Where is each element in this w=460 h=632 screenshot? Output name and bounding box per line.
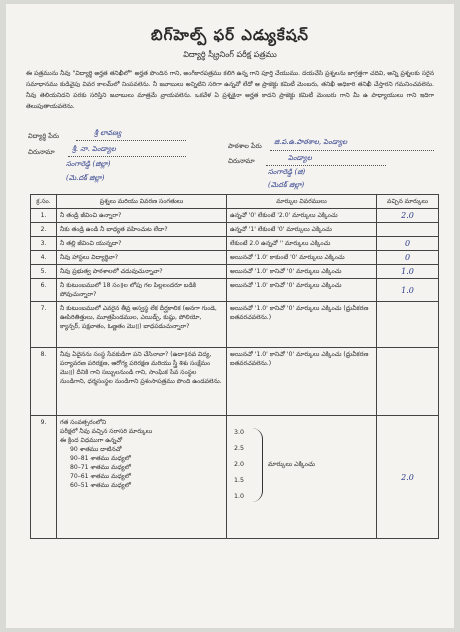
col-header-answer: మార్కుల వివరములు [227, 195, 377, 209]
student-address-label: చిరునామా [28, 148, 55, 156]
table-row [31, 251, 439, 265]
grade-line: 80–71 శాతము మధ్యలో [70, 464, 131, 471]
school-address-value-3[interactable]: (మెదక్ జిల్లా) [268, 181, 305, 189]
row-answer-rule: అయినచో '1.0' కానిచో '0' మార్కులు ఎక్కించు [227, 265, 377, 279]
col-header-sno: క్ర.సం. [31, 195, 57, 209]
row-number: 1. [31, 209, 57, 223]
row-number: 3. [31, 237, 57, 251]
row-answer-rule: ఉన్నచో '1' లేకుంటే '0' మార్కులు ఎక్కించు [227, 223, 377, 237]
row-question: నీ తల్లి జీవించి యున్నదా? [57, 237, 227, 251]
row-number: 2. [31, 223, 57, 237]
student-address-value-2[interactable]: సంగారెడ్డి (జిల్లా) [66, 160, 111, 168]
row-answer-rule: అయినచో '1.0' కాకుంటే '0' మార్కులు ఎక్కించు [227, 251, 377, 265]
col-header-marks: వచ్చిన మార్కులు [377, 195, 439, 209]
table-row [31, 279, 439, 302]
student-name-label: విద్యార్థి పేరు [28, 132, 60, 140]
table-row [31, 223, 439, 237]
table-row [31, 416, 439, 539]
row-question: నీ కుటుంబములో 18 సం॥ల లోపు గల పిల్లలందరూ బడికి పోవుచున్నారా? [57, 279, 227, 302]
row-answer-rule: లేకుంటే 2.0 ఉన్నచో '' మార్కులు ఎక్కించు [227, 237, 377, 251]
school-address-value-2[interactable]: సంగారెడ్డి (జి) [268, 168, 306, 176]
table-row [31, 209, 439, 223]
grade-line: గత సంవత్సరంలోని [60, 419, 107, 426]
form-subtitle: విద్యార్థి స్క్రీనింగ్ పరీక్ష పత్రము [183, 50, 277, 59]
row-marks[interactable]: 2.0 [377, 416, 439, 539]
questions-table [30, 194, 439, 539]
scale-label: మార్కులు ఎక్కించు [268, 461, 315, 468]
screening-form-page [6, 4, 454, 628]
row-question: నీవు హాస్టలు విద్యార్థివా? [57, 251, 227, 265]
school-address-line [266, 165, 386, 166]
school-address-value-1[interactable]: పెండ్యాల [288, 154, 312, 162]
scale-value: 2.0 [234, 461, 245, 468]
row-answer-rule: అయినచో '1.0' కానిచో '0' మార్కులు ఎక్కించు [227, 279, 377, 302]
grade-line: 90–81 శాతము మధ్యలో [70, 455, 131, 462]
row-question: నీ కుటుంబములో ఎవరైన తీవ్ర అస్వస్థ లేక దీర్ఘకాలిక (అనగా గుండె, ఊపిరితిత్తులు, మూత్రపిండముల, ఎయిడ్స్, కుష్ఠు, పోలియో, క్యాన్సర్, పక్షవాతం, ఓణ్ణతం మొ॥) బాధపడుచున్నారా? [57, 302, 227, 348]
school-name-line [270, 150, 434, 151]
scale-value: 1.0 [234, 493, 245, 500]
table-row [31, 237, 439, 251]
scale-value: 2.5 [234, 445, 245, 452]
row-question: నీ తండ్రి జీవించి ఉన్నారా? [57, 209, 227, 223]
row-number: 4. [31, 251, 57, 265]
row-marks[interactable]: 0 [377, 237, 439, 251]
grade-line: 70–61 శాతము మధ్యలో [70, 473, 131, 480]
row-question-grades [57, 416, 227, 539]
row-marks[interactable] [377, 302, 439, 348]
row-number: 6. [31, 279, 57, 302]
row-answer-rule: ఉన్నచో '0' లేకుంటే '2.0' మార్కులు ఎక్కించు [227, 209, 377, 223]
row-marks[interactable]: 2.0 [377, 209, 439, 223]
table-row [31, 302, 439, 348]
row-question: నీవు ప్రభుత్వ పాఠశాలలో చదువుచున్నావా? [57, 265, 227, 279]
row-marks[interactable]: 1.0 [377, 265, 439, 279]
col-header-question: ప్రశ్నలు మరియు వివరణ సంగతులు [57, 195, 227, 209]
school-name-value[interactable]: జి.ప.ఉ.పాఠశాల, పెండ్యాల [274, 138, 348, 146]
row-marks[interactable] [377, 223, 439, 237]
table-header-row [31, 195, 439, 209]
scale-value: 3.0 [234, 429, 245, 436]
grade-line: ఈ క్రింద విధముగా ఉన్నచో [60, 437, 123, 444]
grade-line: 60–51 శాతము మధ్యలో [70, 482, 131, 489]
student-name-value[interactable]: శ్రీ లావణ్య [94, 129, 122, 137]
row-number: 7. [31, 302, 57, 348]
marks-scale [230, 418, 373, 536]
grade-line: 90 శాతము దాటినచో [70, 446, 122, 453]
instructions-paragraph: ఈ పత్రమును నీవు "విద్యార్థి అర్హత తనిఖీలో" అర్హత పొందిన గాని, అంగీకారపత్రము కలిగి ఉన్న గాని పూర్తి చేయుము. దయచేసి ప్రశ్నలను జాగ్రత్తగా చదివి, అన్ని ప్రశ్నలకు సరైన సమాధానము కుడివైపు వివర కాలమ్‌లో నింపవలెను. నీ జవాబులు అన్నిటిని సరిగా ఉన్నవో లేదో ఆ ప్రాజెక్టు కమిటీ మెంబరు, తనిఖీ అధికారి తనిఖీ చేస్తారని గమనించవలెను. నీవు తెలియనిదని పరకు సరిస్తిని జవాబులు మాత్రమే వ్రాయవలెను. ఒకవేళ ఏ ప్రశ్నకైనా అర్హత కాదని ప్రాజెక్టు కమిటీ మెంబరు గాని మీ ఉ పాధ్యాయులు గాని ఇదిగా తెలుపుతాయవలెను. [26, 70, 434, 110]
row-answer-rule: అయినచో '1.0' కానిచో '0' మార్కులు ఎక్కించు (ధ్రువీకరణ ఐతవరచవలెను.) [227, 302, 377, 348]
school-name-label: పాఠశాల పేరు [228, 142, 262, 150]
row-number: 5. [31, 265, 57, 279]
table-row [31, 348, 439, 416]
grade-line: పరీక్షలో నీవు వచ్చిన సరాసరి మార్కులు [60, 428, 153, 435]
row-number: 9. [31, 416, 57, 539]
student-name-line [76, 140, 186, 141]
school-address-label: చిరునామా [228, 157, 255, 165]
row-number: 8. [31, 348, 57, 416]
row-marks[interactable]: 0 [377, 251, 439, 265]
scale-brace [252, 428, 263, 502]
row-question: నీకు తండ్రి ఉండి నీ బాధ్యత వహించుట లేదా? [57, 223, 227, 237]
form-title: బిగ్‌హెల్ప్ ఫర్ ఎడ్యుకేషన్ [151, 26, 309, 44]
scale-value: 1.5 [234, 477, 245, 484]
row-answer-rule: అయినచో '1.0' కానిచో '0' మార్కులు ఎక్కించు (ధ్రువీకరణ ఐతవరచవలెను.) [227, 348, 377, 416]
table-row [31, 265, 439, 279]
student-address-value-3[interactable]: (మె.దక్ జిల్లా) [66, 174, 105, 182]
student-address-value-1[interactable]: శ్రీ. నా. పెండ్యాల [72, 145, 116, 153]
row-answer-scale [227, 416, 377, 539]
student-address-line [68, 156, 186, 157]
row-marks[interactable] [377, 348, 439, 416]
row-marks[interactable]: 1.0 [377, 279, 439, 302]
row-question: నీవు ఏదైనను సంస్థ సేవకుడిగా పని చేసినావా? (ఉదా॥నవ విద్య, పర్యావరణ పరిరక్షణ, ఆరోగ్య పరిరక్షణ మరియు స్త్రీ శిశు సంక్షేమం మొ॥) దీనికి గాని సబ్బులనుండి గాని, సాంఘిక సేవ సంస్థల నుండిగాని, ధర్మసంస్థల నుండిగాని ప్రశంసాపత్రము పొంది ఉండవలెను. [57, 348, 227, 416]
